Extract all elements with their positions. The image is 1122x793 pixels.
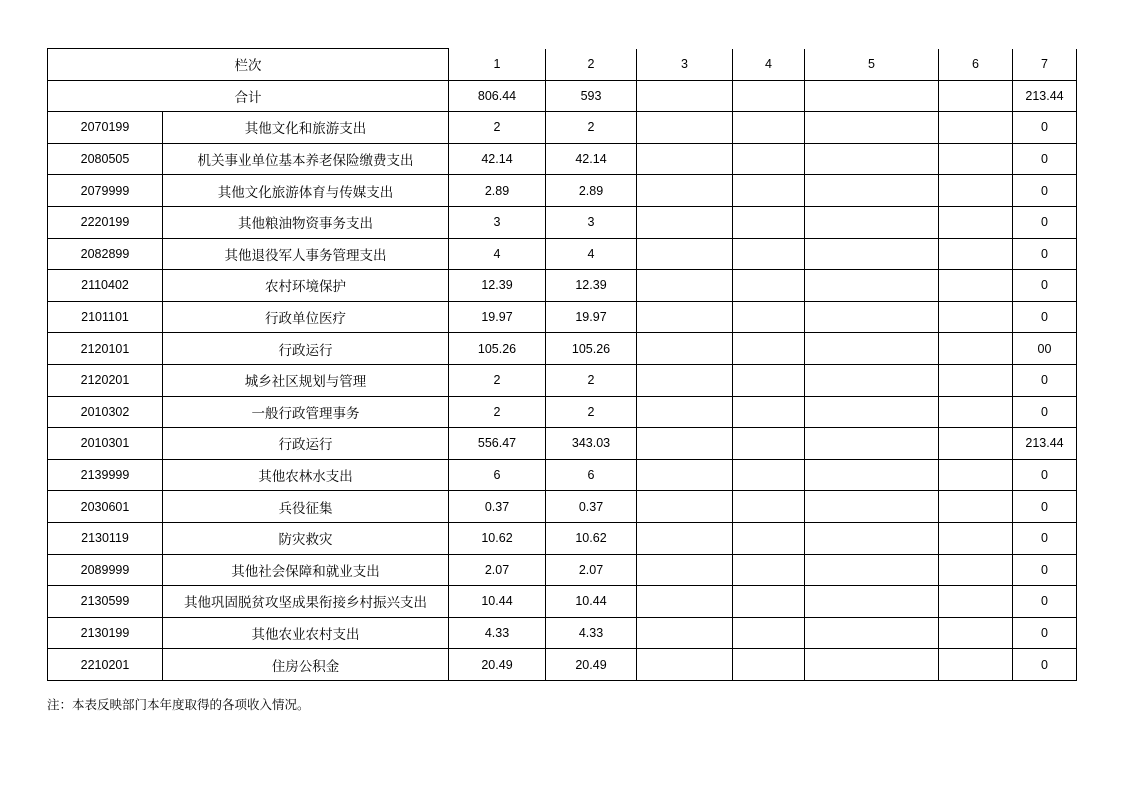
row-value [637, 270, 733, 302]
row-value [939, 364, 1013, 396]
table-row [48, 206, 1077, 238]
table-row [48, 491, 1077, 523]
row-value [805, 491, 939, 523]
table-row [48, 301, 1077, 333]
subject-code: 2130199 [48, 617, 163, 649]
row-value [637, 364, 733, 396]
table-row [48, 396, 1077, 428]
row-value: 42.14 [546, 143, 637, 175]
row-value [733, 364, 805, 396]
row-value: 0 [1013, 586, 1077, 618]
subject-code: 2010301 [48, 428, 163, 460]
row-value: 00 [1013, 333, 1077, 365]
row-value [939, 143, 1013, 175]
row-value [637, 301, 733, 333]
subject-code: 2120101 [48, 333, 163, 365]
subject-name: 兵役征集 [163, 491, 449, 523]
table-row [48, 459, 1077, 491]
row-value: 0 [1013, 238, 1077, 270]
column-header-2: 2 [546, 49, 637, 81]
subject-code: 2080505 [48, 143, 163, 175]
header-row [48, 49, 1077, 81]
row-value [733, 112, 805, 144]
row-value [939, 491, 1013, 523]
row-value [637, 175, 733, 207]
row-value [733, 459, 805, 491]
row-value [805, 364, 939, 396]
row-value [805, 396, 939, 428]
row-value [637, 491, 733, 523]
row-value [805, 333, 939, 365]
table-row [48, 554, 1077, 586]
total-row [48, 80, 1077, 112]
row-value: 20.49 [546, 649, 637, 681]
row-value [805, 301, 939, 333]
row-value [733, 617, 805, 649]
table-row [48, 428, 1077, 460]
subject-name: 其他退役军人事务管理支出 [163, 238, 449, 270]
row-value [733, 554, 805, 586]
row-value: 20.49 [449, 649, 546, 681]
row-value: 0 [1013, 301, 1077, 333]
subject-code: 2070199 [48, 112, 163, 144]
subject-name: 其他粮油物资事务支出 [163, 206, 449, 238]
subject-name: 防灾救灾 [163, 522, 449, 554]
row-value [805, 522, 939, 554]
row-value [805, 554, 939, 586]
subject-code: 2130119 [48, 522, 163, 554]
row-value [939, 522, 1013, 554]
row-value [637, 617, 733, 649]
row-value [733, 301, 805, 333]
row-value [637, 206, 733, 238]
row-value [939, 649, 1013, 681]
table-row [48, 175, 1077, 207]
row-value [805, 143, 939, 175]
row-value [733, 649, 805, 681]
column-header-5: 5 [805, 49, 939, 81]
subject-name: 其他文化旅游体育与传媒支出 [163, 175, 449, 207]
row-value [733, 270, 805, 302]
subject-name: 一般行政管理事务 [163, 396, 449, 428]
row-value [805, 586, 939, 618]
row-value [939, 459, 1013, 491]
row-value: 2 [449, 364, 546, 396]
table-row [48, 143, 1077, 175]
row-value [637, 459, 733, 491]
total-value: 593 [546, 80, 637, 112]
subject-name: 行政单位医疗 [163, 301, 449, 333]
subject-name: 其他农业农村支出 [163, 617, 449, 649]
row-value [733, 333, 805, 365]
row-value [733, 491, 805, 523]
column-header-1: 1 [449, 49, 546, 81]
row-value [939, 586, 1013, 618]
row-value [637, 143, 733, 175]
subject-name: 行政运行 [163, 333, 449, 365]
row-value: 0 [1013, 175, 1077, 207]
row-value [805, 459, 939, 491]
table-row [48, 586, 1077, 618]
table-row [48, 333, 1077, 365]
row-value [939, 617, 1013, 649]
subject-name: 其他农林水支出 [163, 459, 449, 491]
subject-name: 住房公积金 [163, 649, 449, 681]
row-value: 10.62 [546, 522, 637, 554]
row-value: 4.33 [449, 617, 546, 649]
row-value [805, 270, 939, 302]
row-value: 6 [449, 459, 546, 491]
row-value: 0 [1013, 649, 1077, 681]
row-value: 2 [546, 112, 637, 144]
row-value: 556.47 [449, 428, 546, 460]
total-value: 806.44 [449, 80, 546, 112]
table-row [48, 270, 1077, 302]
row-value [733, 586, 805, 618]
row-value [939, 112, 1013, 144]
subject-code: 2139999 [48, 459, 163, 491]
subject-name: 其他巩固脱贫攻坚成果衔接乡村振兴支出 [163, 586, 449, 618]
total-value: 213.44 [1013, 80, 1077, 112]
row-value: 2 [449, 396, 546, 428]
row-value [939, 175, 1013, 207]
total-value [805, 80, 939, 112]
row-value: 0 [1013, 522, 1077, 554]
row-value [939, 270, 1013, 302]
subject-code: 2082899 [48, 238, 163, 270]
row-value: 19.97 [449, 301, 546, 333]
total-value [733, 80, 805, 112]
row-value: 0.37 [449, 491, 546, 523]
row-value: 0 [1013, 396, 1077, 428]
row-value [939, 428, 1013, 460]
row-value [733, 522, 805, 554]
row-value: 2.07 [449, 554, 546, 586]
subject-code: 2101101 [48, 301, 163, 333]
row-value [637, 649, 733, 681]
subject-code: 2220199 [48, 206, 163, 238]
row-value [939, 206, 1013, 238]
total-value [939, 80, 1013, 112]
row-value: 0 [1013, 270, 1077, 302]
row-value: 6 [546, 459, 637, 491]
table-row [48, 649, 1077, 681]
row-value [637, 554, 733, 586]
row-value [733, 175, 805, 207]
row-value: 19.97 [546, 301, 637, 333]
table-row [48, 522, 1077, 554]
row-value: 2 [546, 364, 637, 396]
row-value [733, 143, 805, 175]
column-header-6: 6 [939, 49, 1013, 81]
subject-name: 其他社会保障和就业支出 [163, 554, 449, 586]
column-header-4: 4 [733, 49, 805, 81]
row-value [939, 238, 1013, 270]
row-value [637, 396, 733, 428]
subject-code: 2089999 [48, 554, 163, 586]
row-value [637, 522, 733, 554]
row-value [939, 333, 1013, 365]
row-value: 0 [1013, 554, 1077, 586]
column-header-7: 7 [1013, 49, 1077, 81]
row-value: 2 [449, 112, 546, 144]
row-value [733, 428, 805, 460]
subject-name: 行政运行 [163, 428, 449, 460]
row-value: 4 [449, 238, 546, 270]
row-value: 105.26 [546, 333, 637, 365]
row-value [733, 206, 805, 238]
row-value: 10.62 [449, 522, 546, 554]
table-row [48, 112, 1077, 144]
row-value [637, 428, 733, 460]
row-value: 10.44 [546, 586, 637, 618]
row-value: 0.37 [546, 491, 637, 523]
subject-name: 农村环境保护 [163, 270, 449, 302]
row-value: 12.39 [449, 270, 546, 302]
row-value: 3 [449, 206, 546, 238]
table-row [48, 617, 1077, 649]
subject-name: 城乡社区规划与管理 [163, 364, 449, 396]
total-label: 合计 [48, 80, 449, 112]
row-value [805, 649, 939, 681]
row-value: 0 [1013, 143, 1077, 175]
row-value [637, 112, 733, 144]
column-header-3: 3 [637, 49, 733, 81]
row-value: 4.33 [546, 617, 637, 649]
subject-code: 2010302 [48, 396, 163, 428]
row-value: 343.03 [546, 428, 637, 460]
row-value [805, 112, 939, 144]
row-value: 2.07 [546, 554, 637, 586]
row-value: 2 [546, 396, 637, 428]
row-value [733, 396, 805, 428]
row-value: 3 [546, 206, 637, 238]
row-value [637, 333, 733, 365]
row-value [733, 238, 805, 270]
subject-name: 其他文化和旅游支出 [163, 112, 449, 144]
row-value [805, 428, 939, 460]
row-value [939, 301, 1013, 333]
subject-code: 2120201 [48, 364, 163, 396]
income-table [47, 48, 1077, 681]
table-body [48, 49, 1077, 681]
row-value [637, 238, 733, 270]
row-value: 213.44 [1013, 428, 1077, 460]
row-value: 0 [1013, 206, 1077, 238]
row-value: 4 [546, 238, 637, 270]
row-value: 0 [1013, 491, 1077, 523]
row-value [805, 238, 939, 270]
row-value: 12.39 [546, 270, 637, 302]
row-value: 42.14 [449, 143, 546, 175]
row-value [939, 396, 1013, 428]
subject-name: 机关事业单位基本养老保险缴费支出 [163, 143, 449, 175]
row-value: 0 [1013, 112, 1077, 144]
row-value: 10.44 [449, 586, 546, 618]
total-value [637, 80, 733, 112]
row-value: 105.26 [449, 333, 546, 365]
row-value: 0 [1013, 459, 1077, 491]
row-value: 0 [1013, 364, 1077, 396]
subject-code: 2130599 [48, 586, 163, 618]
subject-code: 2210201 [48, 649, 163, 681]
column-header-label: 栏次 [48, 49, 449, 81]
subject-code: 2030601 [48, 491, 163, 523]
table-row [48, 238, 1077, 270]
row-value: 2.89 [449, 175, 546, 207]
row-value [805, 617, 939, 649]
row-value [637, 586, 733, 618]
row-value: 0 [1013, 617, 1077, 649]
subject-code: 2079999 [48, 175, 163, 207]
subject-code: 2110402 [48, 270, 163, 302]
row-value [805, 206, 939, 238]
table-footnote: 注：本表反映部门本年度取得的各项收入情况。 [47, 697, 310, 712]
table-row [48, 364, 1077, 396]
row-value: 2.89 [546, 175, 637, 207]
row-value [939, 554, 1013, 586]
row-value [805, 175, 939, 207]
